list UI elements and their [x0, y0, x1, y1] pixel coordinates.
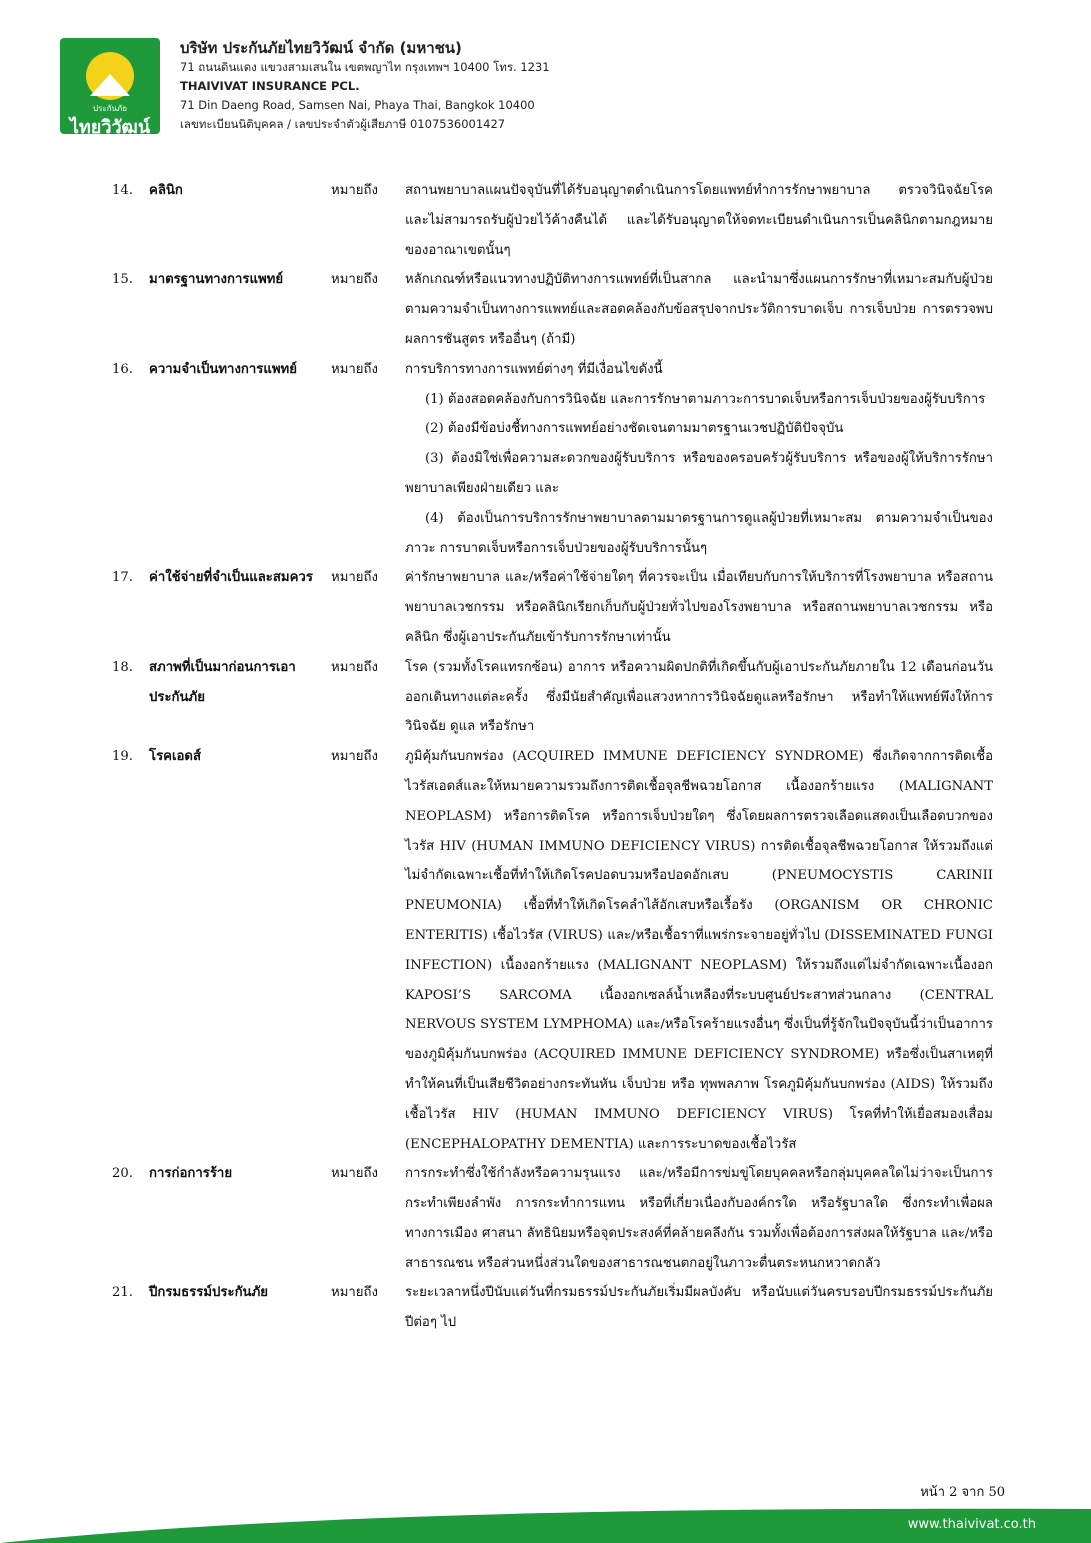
definition-paragraph: ระยะเวลาหนึ่งปีนับแต่วันที่กรมธรรม์ประกันภัยเริ่มมีผลบังคับ หรือนับแต่วันครบรอบปีกรมธรรม์ประกันภัยปีต่อๆ ไป	[405, 1285, 993, 1331]
definition-paragraph: สถานพยาบาลแผนปัจจุบันที่ได้รับอนุญาตดำเนินการโดยแพทย์ทำการรักษาพยาบาล ตรวจวินิจฉัยโรค และไม่สามารถรับผู้ป่วยไว้ค้างคืนได้ และได้รับอนุญาตให้จดทะเบียนดำเนินการเป็นคลินิกตามกฎหมายของอาณาเขตนั้นๆ	[405, 183, 993, 258]
entry-term: การก่อการร้าย	[149, 1166, 233, 1182]
entry-number: 14.	[112, 183, 133, 198]
roof-icon	[90, 74, 130, 96]
address-en: 71 Din Daeng Road, Samsen Nai, Phaya Thai, Bangkok 10400	[180, 98, 535, 112]
definition-entry	[0, 653, 1091, 742]
entry-number: 15.	[112, 272, 133, 288]
means-label: หมายถึง	[331, 361, 378, 377]
entry-term: ค่าใช้จ่ายที่จำเป็นและสมควร	[149, 570, 313, 586]
entry-definition	[405, 355, 993, 564]
entry-number: 17.	[112, 570, 133, 586]
company-info	[180, 38, 550, 134]
means-label: หมายถึง	[331, 570, 378, 586]
definition-entry	[0, 1159, 1091, 1278]
company-name-th: บริษัท ประกันภัยไทยวิวัฒน์ จำกัด (มหาชน)	[180, 39, 462, 57]
entry-term: ปีกรมธรรม์ประกันภัย	[149, 1285, 268, 1301]
definition-paragraph: การกระทำซึ่งใช้กำลังหรือความรุนแรง และ/หรือมีการข่มขู่โดยบุคคลหรือกลุ่มบุคคลใดไม่ว่าจะเป็นการกระทำเพียงลำพัง การกระทำการแทน หรือที่เกี่ยวเนื่องกับองค์กรใด หรือรัฐบาลใด ซึ่งกระทำเพื่อผลทางการเมือง ศาสนา ลัทธินิยมหรือจุดประสงค์ที่คล้ายคลึงกัน รวมทั้งเพื่อต้องการส่งผลให้รัฐบาล และ/หรือสาธารณชน หรือส่วนหนึ่งส่วนใดของสาธารณชนตกอยู่ในภาวะตื่นตระหนกหวาดกลัว	[405, 1166, 993, 1271]
means-label: หมายถึง	[331, 1285, 378, 1301]
definition-entry	[0, 563, 1091, 652]
entry-number: 19.	[112, 749, 133, 765]
definition-entry	[0, 265, 1091, 354]
definition-entry	[0, 355, 1091, 564]
definition-paragraph: (1) ต้องสอดคล้องกับการวินิจฉัย และการรักษาตามภาวะการบาดเจ็บหรือการเจ็บป่วยของผู้รับบริการ	[425, 391, 986, 407]
entry-number: 18.	[112, 659, 133, 675]
entry-definition	[405, 265, 993, 354]
entry-number: 16.	[112, 361, 133, 377]
definition-paragraph: การบริการทางการแพทย์ต่างๆ ที่มีเงื่อนไขดังนี้	[405, 361, 663, 377]
means-label: หมายถึง	[331, 659, 378, 675]
definition-paragraph: หลักเกณฑ์หรือแนวทางปฏิบัติทางการแพทย์ที่เป็นสากล และนำมาซึ่งแผนการรักษาที่เหมาะสมกับผู้ป่วยตามความจำเป็นทางการแพทย์และสอดคล้องกับข้อสรุปจากประวัติการบาดเจ็บ การเจ็บป่วย การตรวจพบผลการชันสูตร หรืออื่นๆ (ถ้ามี)	[405, 272, 993, 347]
definitions-list	[0, 176, 1091, 1338]
definition-paragraph: (4) ต้องเป็นการบริการรักษาพยาบาลตามมาตรฐานการดูแลผู้ป่วยที่เหมาะสม ตามความจำเป็นของภาวะ การบาดเจ็บหรือการเจ็บป่วยของผู้รับบริการนั้นๆ	[405, 510, 993, 556]
definition-paragraph: (3) ต้องมิใช่เพื่อความสะดวกของผู้รับบริการ หรือของครอบครัวผู้รับบริการ หรือของผู้ให้บริการรักษาพยาบาลเพียงฝ่ายเดียว และ	[405, 451, 993, 496]
definition-paragraph: (2) ต้องมีข้อบ่งชี้ทางการแพทย์อย่างชัดเจนตามมาตรฐานเวชปฏิบัติปัจจุบัน	[425, 421, 844, 437]
entry-definition	[405, 176, 993, 265]
address-th: 71 ถนนดินแดง แขวงสามเสนใน เขตพญาไท กรุงเทพฯ 10400 โทร. 1231	[180, 60, 550, 74]
means-label: หมายถึง	[331, 749, 378, 765]
entry-definition	[405, 1159, 993, 1278]
entry-term: โรคเอดส์	[149, 749, 202, 765]
company-logo	[60, 38, 160, 134]
definition-paragraph: ภูมิคุ้มกันบกพร่อง (ACQUIRED IMMUNE DEFICIENCY SYNDROME) ซึ่งเกิดจากการติดเชื้อไวรัสเอดส์และให้หมายความรวมถึงการติดเชื้อจุลชีพฉวยโอกาส เนื้องอกร้ายแรง (MALIGNANT NEOPLASM) หรือการติดโรค หรือการเจ็บป่วยใดๆ ซึ่งโดยผลการตรวจเลือดแสดงเป็นเลือดบวกของไวรัส HIV (HUMAN IMMUNO DEFICIENCY VIRUS) การติดเชื้อจุลชีพฉวยโอกาส ให้รวมถึงแต่ไม่จำกัดเฉพาะเชื้อที่ทำให้เกิดโรคปอดบวมหรือปอดอักเสบ (PNEUMOCYSTIS CARINII PNEUMONIA) เชื้อที่ทำให้เกิดโรคลำไส้อักเสบหรือเรื้อรัง (ORGANISM OR CHRONIC ENTERITIS) เชื้อไวรัส (VIRUS) และ/หรือเชื้อราที่แพร่กระจายอยู่ทั่วไป (DISSEMINATED FUNGI INFECTION) เนื้องอกร้ายแรง (MALIGNANT NEOPLASM) ให้รวมถึงแต่ไม่จำกัดเฉพาะเนื้องอก KAPOSI’S SARCOMA เนื้องอกเซลล์น้ำเหลืองที่ระบบศูนย์ประสาทส่วนกลาง (CENTRAL NERVOUS SYSTEM LYMPHOMA) และ/หรือโรคร้ายแรงอื่นๆ ซึ่งเป็นที่รู้จักในปัจจุบันนี้ว่าเป็นอาการของภูมิคุ้มกันบกพร่อง (ACQUIRED IMMUNE DEFICIENCY SYNDROME) หรือซึ่งเป็นสาเหตุที่ทำให้คนที่เป็นเสียชีวิตอย่างกระทันหัน เจ็บป่วย หรือ ทุพพลภาพ โรคภูมิคุ้มกันบกพร่อง (AIDS) ให้รวมถึงเชื้อไวรัส HIV (HUMAN IMMUNO DEFICIENCY VIRUS) โรคที่ทำให้เยื่อสมองเสื่อม (ENCEPHALOPATHY DEMENTIA) และการระบาดของเชื้อไวรัส	[405, 749, 993, 1152]
means-label: หมายถึง	[331, 183, 378, 198]
website-link[interactable]: www.thaivivat.co.th	[907, 1517, 1036, 1532]
definition-paragraph: ค่ารักษาพยาบาล และ/หรือค่าใช้จ่ายใดๆ ที่ควรจะเป็น เมื่อเทียบกับการให้บริการที่โรงพยาบาล หรือสถานพยาบาลเวชกรรม หรือคลินิกเรียกเก็บกับผู้ป่วยทั่วไปของโรงพยาบาล หรือสถานพยาบาลเวชกรรม หรือคลินิก ซึ่งผู้เอาประกันภัยเข้ารับการรักษาเท่านั้น	[405, 570, 993, 645]
definition-entry	[0, 176, 1091, 265]
means-label: หมายถึง	[331, 272, 378, 288]
entry-term: สภาพที่เป็นมาก่อนการเอาประกันภัย	[149, 659, 296, 705]
entry-term: คลินิก	[149, 183, 183, 198]
entry-definition	[405, 563, 993, 652]
entry-definition	[405, 653, 993, 742]
definition-entry	[0, 1278, 1091, 1338]
entry-number: 21.	[112, 1285, 133, 1301]
entry-definition	[405, 742, 993, 1159]
registration-number: เลขทะเบียนนิติบุคคล / เลขประจำตัวผู้เสียภาษี 0107536001427	[180, 117, 506, 131]
logo-text: ไทยวิวัฒน์	[69, 117, 151, 134]
entry-number: 20.	[112, 1166, 133, 1182]
logo-small-text: ประกันภัย	[93, 104, 127, 113]
entry-definition	[405, 1278, 993, 1338]
entry-term: ความจำเป็นทางการแพทย์	[149, 361, 297, 377]
entry-term: มาตรฐานทางการแพทย์	[149, 272, 284, 288]
company-name-en: THAIVIVAT INSURANCE PCL.	[180, 79, 360, 93]
means-label: หมายถึง	[331, 1166, 378, 1182]
page-number: หน้า 2 จาก 50	[920, 1485, 1005, 1500]
definition-entry	[0, 742, 1091, 1159]
definition-paragraph: โรค (รวมทั้งโรคแทรกซ้อน) อาการ หรือความผิดปกติที่เกิดขึ้นกับผู้เอาประกันภัยภายใน 12 เดือนก่อนวันออกเดินทางแต่ละครั้ง ซึ่งมีนัยสำคัญเพื่อแสวงหาการวินิจฉัยดูแลหรือรักษา หรือทำให้แพทย์พึงให้การวินิจฉัย ดูแล หรือรักษา	[405, 659, 993, 735]
